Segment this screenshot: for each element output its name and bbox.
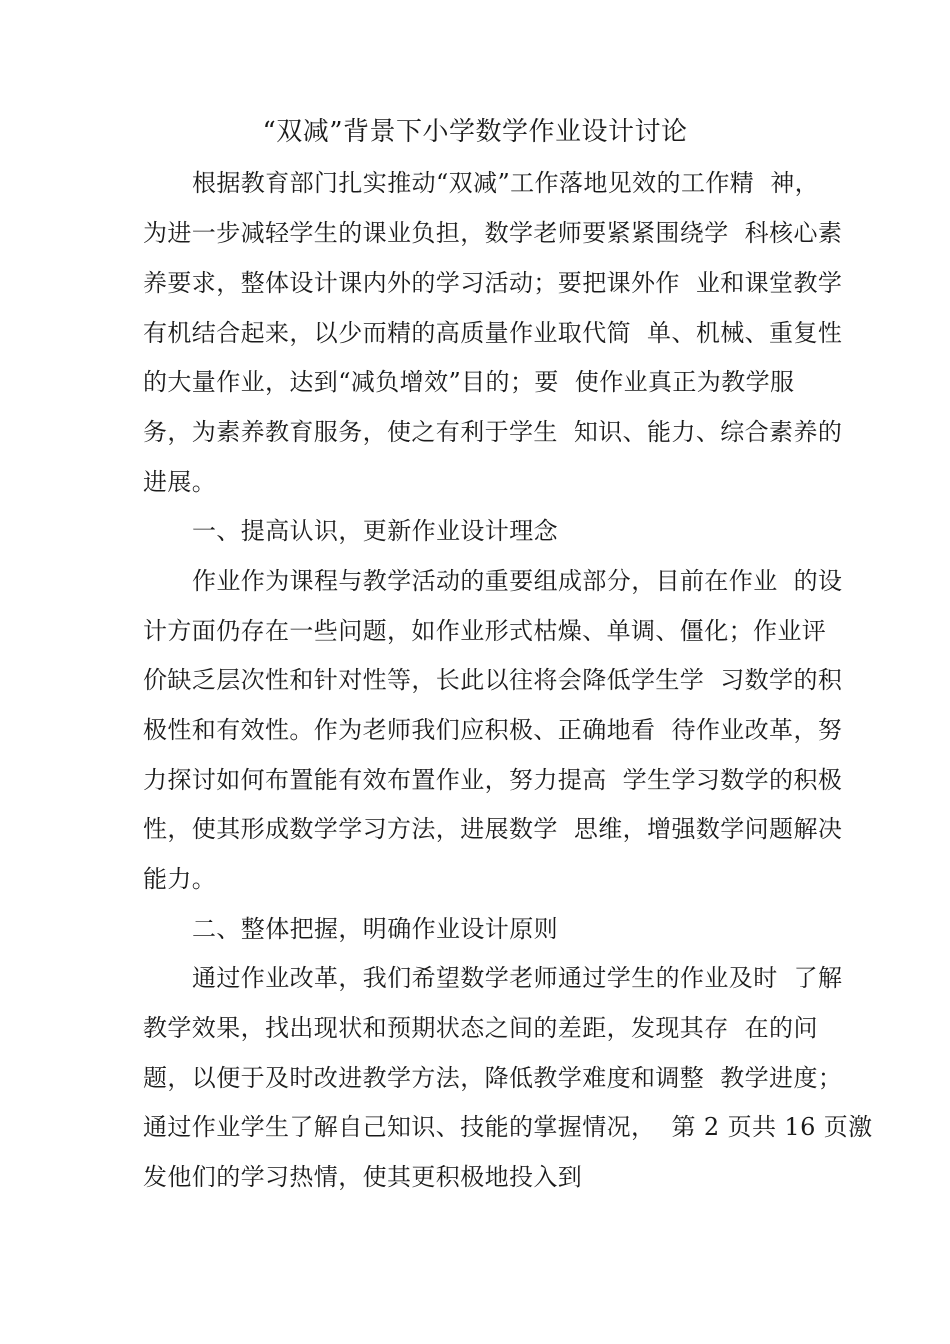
paragraph-line: 通过作业学生了解自己知识、技能的掌握情况， 第 2 页共 16 页激 (143, 1113, 873, 1141)
paragraph-line: 极性和有效性。作为老师我们应积极、正确地看 待作业改革，努 (143, 716, 843, 744)
paragraph-line: 能力。 (143, 865, 217, 893)
paragraph-line: 价缺乏层次性和针对性等，长此以往将会降低学生学 习数学的积 (143, 666, 843, 694)
paragraph-line: 养要求，整体设计课内外的学习活动；要把课外作 业和课堂教学 (143, 269, 843, 297)
document-title: “双减”背景下小学数学作业设计讨论 (262, 117, 688, 147)
paragraph-line: 务，为素养教育服务，使之有利于学生 知识、能力、综合素养的 (143, 418, 843, 446)
paragraph-line: 作业作为课程与教学活动的重要组成部分，目前在作业 的设 (192, 567, 843, 595)
paragraph-line: 通过作业改革，我们希望数学老师通过学生的作业及时 了解 (192, 964, 843, 992)
paragraph-line: 的大量作业，达到“减负增效”目的；要 使作业真正为教学服 (143, 368, 795, 396)
paragraph-line: 根据教育部门扎实推动“双减”工作落地见效的工作精 神， (192, 169, 819, 197)
paragraph-line: 进展。 (143, 468, 217, 496)
paragraph-line: 计方面仍存在一些问题，如作业形式枯燥、单调、僵化；作业评 (143, 617, 827, 645)
paragraph-line: 教学效果，找出现状和预期状态之间的差距，发现其存 在的问 (143, 1014, 818, 1042)
section-heading: 一、提高认识，更新作业设计理念 (192, 517, 558, 545)
paragraph-line: 力探讨如何布置能有效布置作业，努力提高 学生学习数学的积极 (143, 766, 843, 794)
paragraph-line: 有机结合起来，以少而精的高质量作业取代简 单、机械、重复性 (143, 319, 843, 347)
paragraph-line: 性，使其形成数学学习方法，进展数学 思维，增强数学问题解决 (143, 815, 843, 843)
section-heading: 二、整体把握，明确作业设计原则 (192, 915, 558, 943)
paragraph-line: 为进一步减轻学生的课业负担，数学老师要紧紧围绕学 科核心素 (143, 219, 843, 247)
paragraph-line: 发他们的学习热情，使其更积极地投入到 (143, 1163, 583, 1191)
paragraph-line: 题，以便于及时改进教学方法，降低教学难度和调整 教学进度； (143, 1064, 843, 1092)
